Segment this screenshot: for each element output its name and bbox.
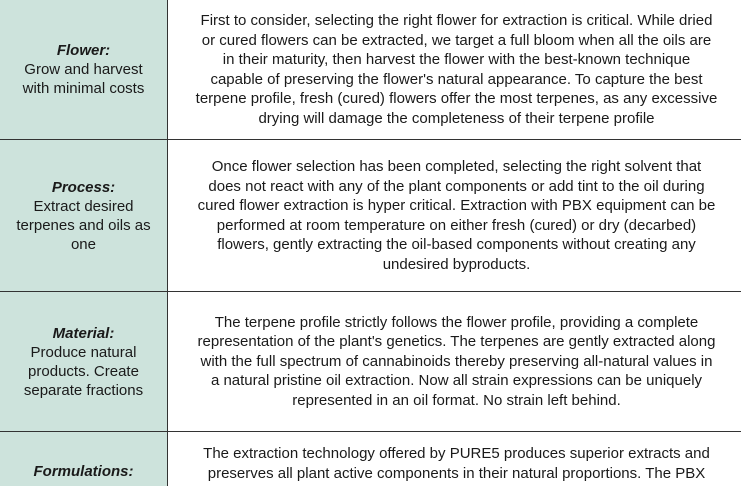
row-heading-cell xyxy=(0,292,168,431)
row-term: Formulations: xyxy=(33,463,134,480)
row-body-text: First to consider, selecting the right flower for extraction is critical. While dried or cured flowers can be extracted, we target a full bloom when all the oils are in their maturity, then harvest the flower with the best-known technique capable of preserving the flower's natural appearance. To capture the best terpene profile, fresh (cured) flowers offer the most terpenes, as any excessive drying will damage the completeness of their terpene profile xyxy=(195,12,718,127)
row-heading-cell xyxy=(0,432,168,486)
table-row-material xyxy=(0,291,741,431)
row-body-cell xyxy=(168,0,741,139)
row-term-description: Produce natural products. Create separate fractions xyxy=(23,343,144,399)
row-term-description: Extract desired terpenes and oils as one xyxy=(16,197,151,253)
row-heading-cell xyxy=(0,140,168,291)
row-term-description: Grow and harvest with minimal costs xyxy=(22,61,145,97)
row-body-text: Once flower selection has been completed, selecting the right solvent that does not react with any of the plant components or add tint to the oil during cured flower extraction is hyper critical. Extraction with PBX equipment can be performed at room temperature on either fresh (cured) or dry (decarbed) flowers, gently extracting the oil-based components without creating any undesired byproducts. xyxy=(197,158,716,273)
row-term: Material: xyxy=(52,324,115,342)
row-term: Flower: xyxy=(56,42,111,59)
row-body-text: The extraction technology offered by PURE5 produces superior extracts and preserves all plant active components in their natural proportions. The PBX xyxy=(203,445,710,482)
row-term: Process: xyxy=(51,178,116,196)
table-row-process xyxy=(0,139,741,291)
table-row-flower xyxy=(0,0,741,139)
row-heading-cell xyxy=(0,0,168,139)
table-row-formulations xyxy=(0,431,741,486)
row-body-cell xyxy=(168,432,741,486)
row-body-cell xyxy=(168,140,741,291)
row-body-text: The terpene profile strictly follows the flower profile, providing a complete representation of the plant's genetics. The terpenes are gently extracted along with the full spectrum of cannabinoids thereby preserving all-natural values in a natural pristine oil extraction. Now all strain expressions can be uniquely represented in an oil format. No strain left behind. xyxy=(197,313,716,409)
row-body-cell xyxy=(168,292,741,431)
